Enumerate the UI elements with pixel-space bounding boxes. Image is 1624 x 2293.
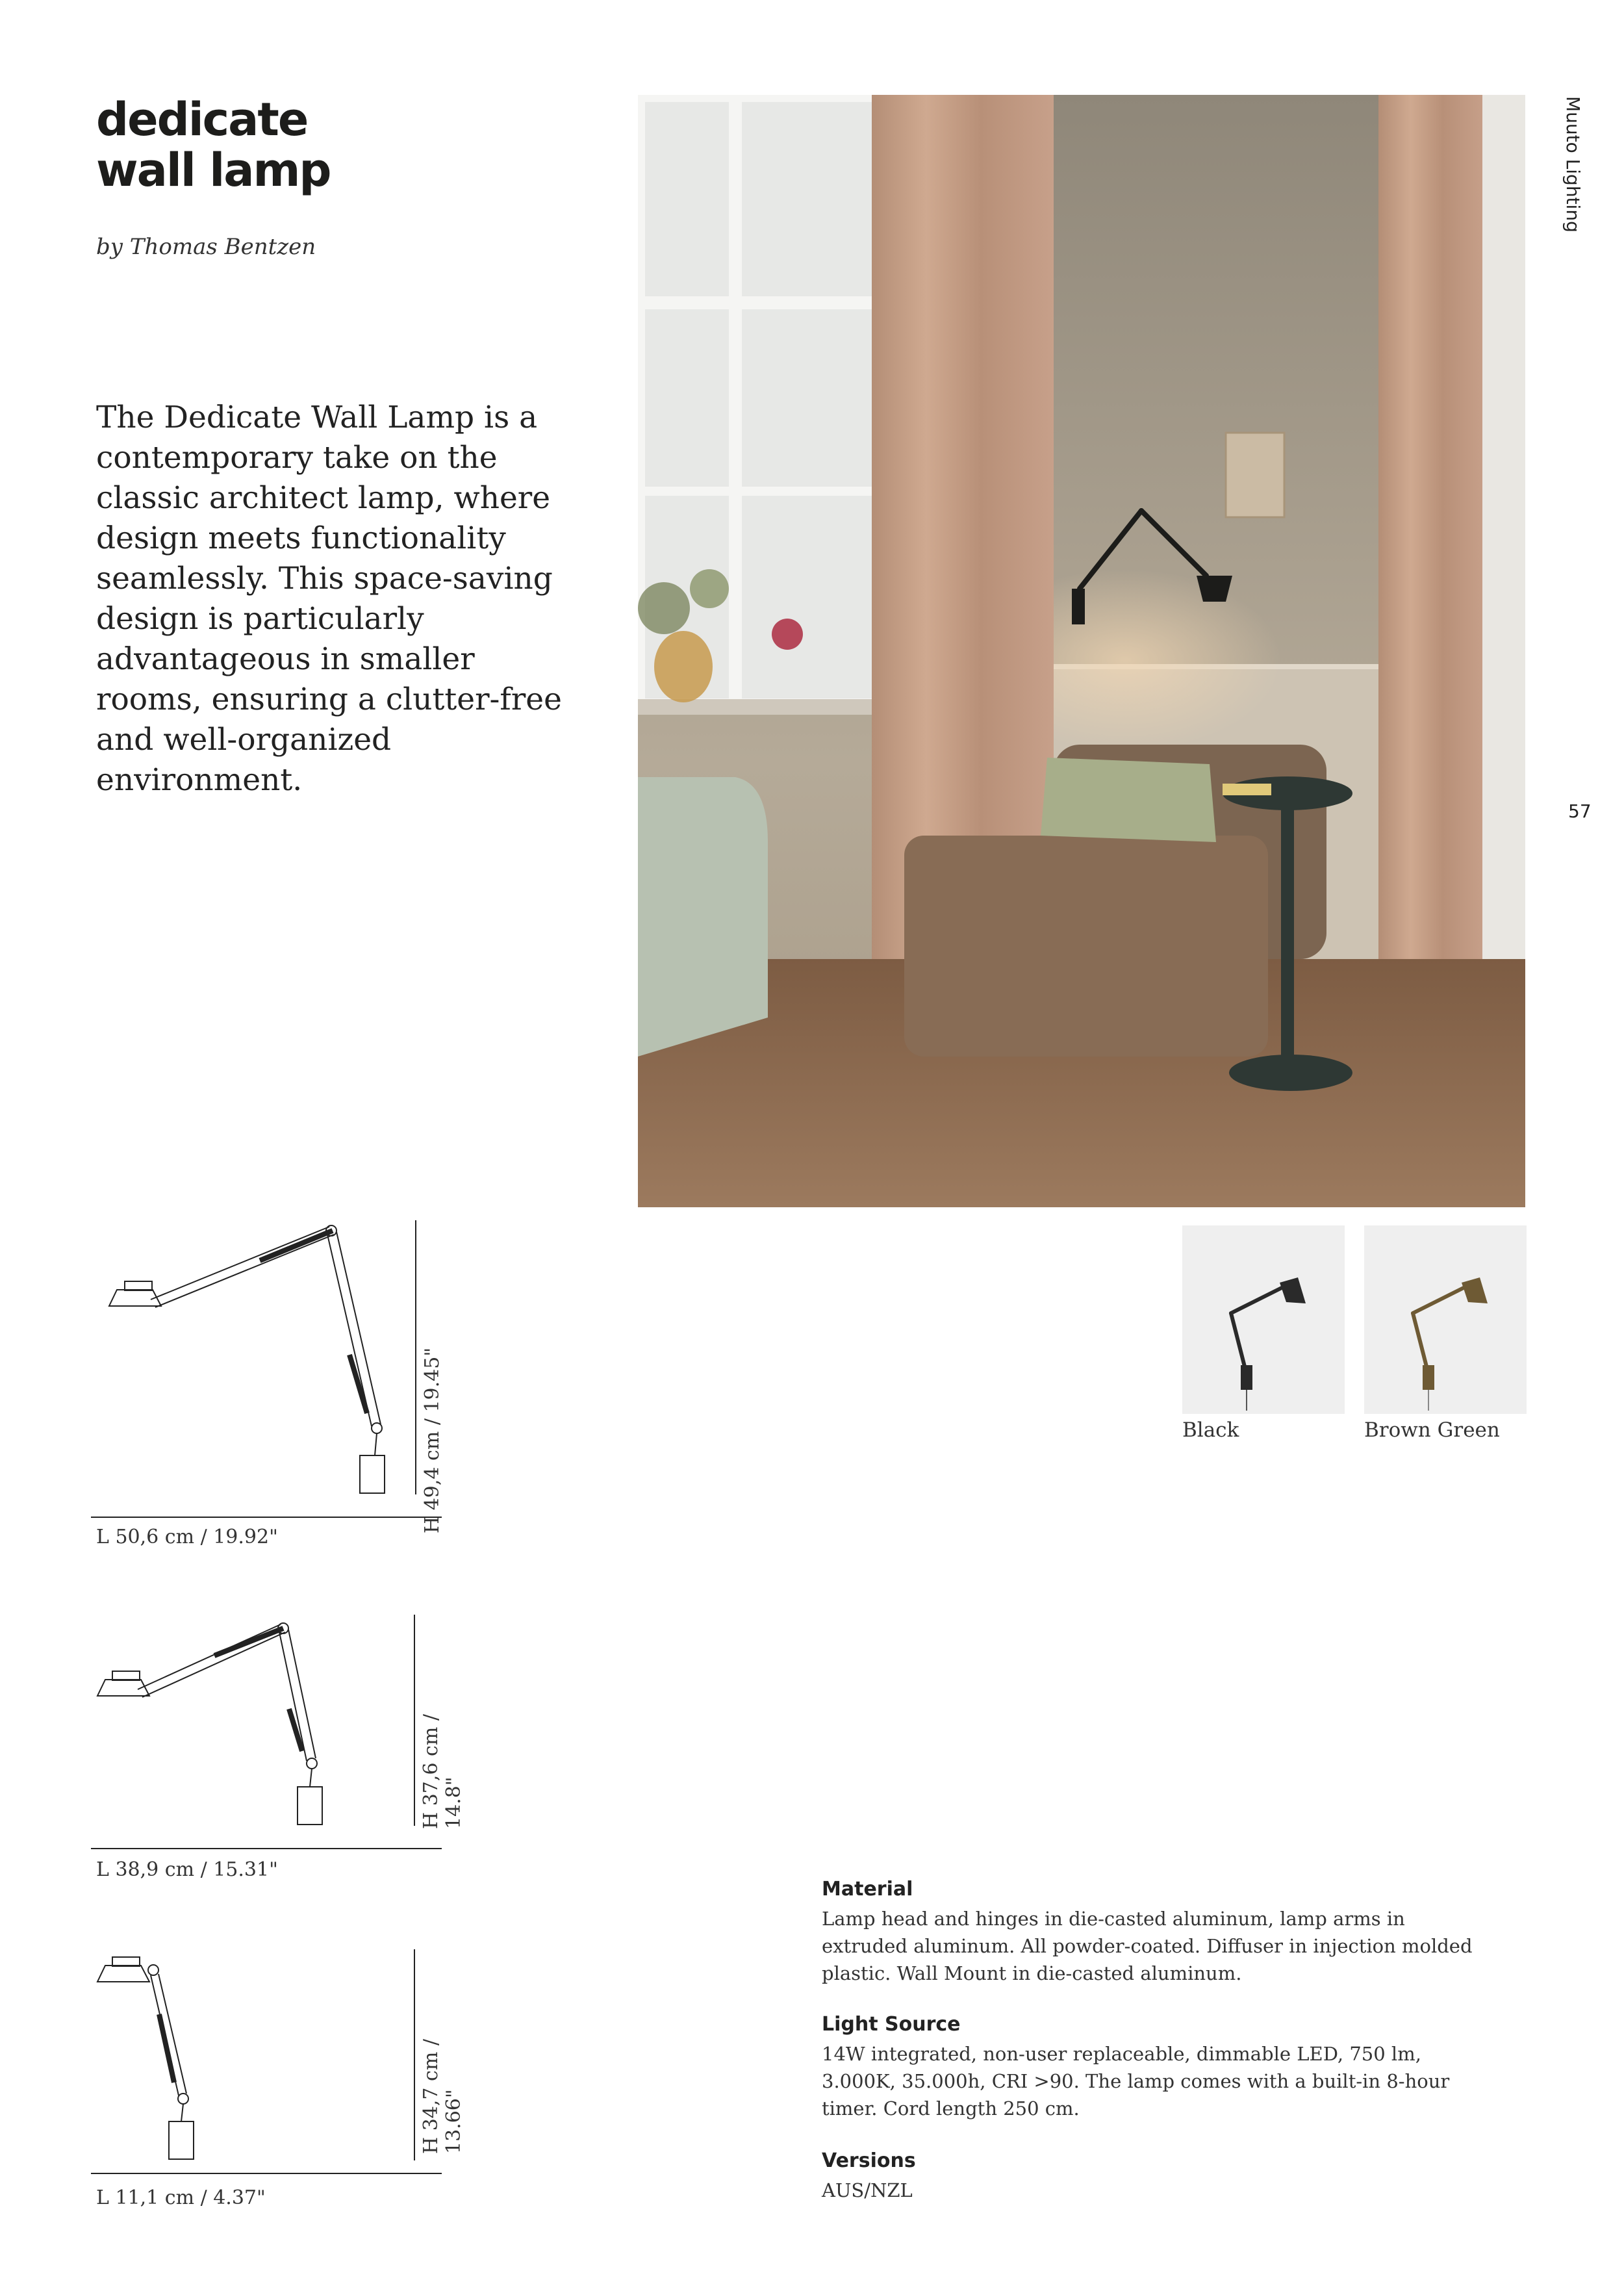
finish-swatch-black[interactable]	[1182, 1225, 1345, 1414]
lamp-icon	[1364, 1225, 1527, 1414]
light-source-heading: Light Source	[822, 2013, 961, 2036]
light-source-text: 14W integrated, non-user replaceable, dimmable LED, 750 lm, 3.000K, 35.000h, CRI >90. The lamp comes with a built-in 8-hour timer. Cord length 250 cm.	[822, 2043, 1450, 2120]
finish-label-black: Black	[1182, 1418, 1239, 1442]
finish-label-brown-green: Brown Green	[1364, 1418, 1500, 1442]
dimension-drawing-mid	[91, 1605, 442, 1852]
title-line-1: dedicate	[96, 93, 308, 146]
title-line-2: wall lamp	[96, 144, 331, 197]
material-text: Lamp head and hinges in die-casted aluminum, lamp arms in extruded aluminum. All powder-coated. Diffuser in injection molded plastic. Wall Mount in die-casted aluminum.	[822, 1908, 1473, 1984]
height-label-3: H 34,7 cm / 13.66"	[420, 2039, 465, 2154]
length-label-2: L 38,9 cm / 15.31"	[96, 1858, 278, 1881]
intro-paragraph: The Dedicate Wall Lamp is a contemporary take on the classic architect lamp, where design meets functionality seamlessly. This space-saving design is particularly advantageous in smaller rooms, ensuring a clutter-free and well-organized environment.	[96, 400, 562, 798]
page-number: 57	[1568, 801, 1592, 822]
product-title	[96, 94, 331, 196]
material-heading: Material	[822, 1878, 913, 1901]
room-photo	[638, 95, 1525, 1207]
designer-credit: by Thomas Bentzen	[96, 234, 316, 260]
length-label-1: L 50,6 cm / 19.92"	[96, 1526, 278, 1548]
height-label-2: H 37,6 cm / 14.8"	[420, 1714, 465, 1829]
height-label-1: H 49,4 cm / 19.45"	[421, 1347, 444, 1533]
versions-heading: Versions	[822, 2149, 916, 2172]
catalog-section-label: Muuto Lighting	[1562, 96, 1584, 233]
lamp-icon	[1182, 1225, 1345, 1414]
length-label-3: L 11,1 cm / 4.37"	[96, 2186, 266, 2209]
finish-swatch-brown-green[interactable]	[1364, 1225, 1527, 1414]
versions-text: AUS/NZL	[822, 2179, 913, 2201]
dimension-drawing-compact	[91, 1943, 442, 2183]
dimension-drawing-extended	[91, 1209, 442, 1520]
